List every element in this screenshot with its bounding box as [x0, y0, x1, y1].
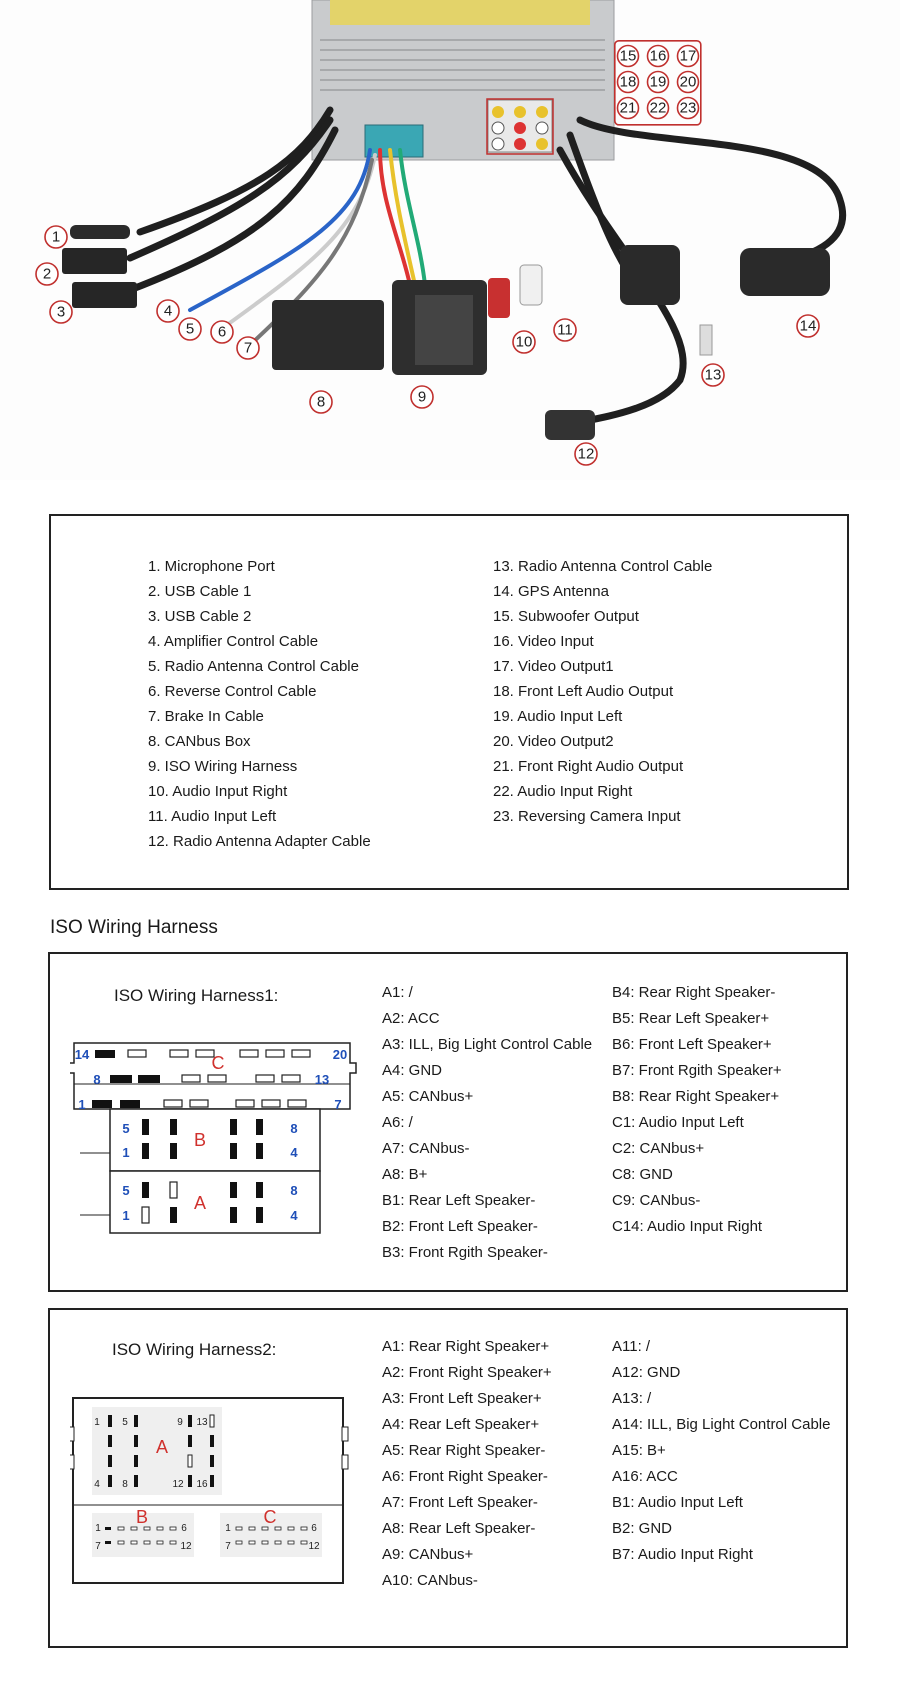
pin-entry: B1: Audio Input Left: [612, 1494, 743, 1511]
legend-right-column: [493, 554, 712, 829]
callout-12: [575, 443, 597, 465]
svg-text:21: 21: [619, 99, 637, 117]
legend-left-column: [148, 554, 371, 854]
harness1-pin-number: 1: [122, 1208, 130, 1223]
callout-3: [50, 301, 72, 323]
callout-10: [513, 331, 535, 353]
harness1-box: [48, 952, 848, 1292]
harness2-letter: C: [263, 1507, 277, 1527]
pin-entry: A4: Rear Left Speaker+: [382, 1416, 540, 1433]
harness1-pin-number: 5: [122, 1121, 130, 1136]
legend-item: 8. CANbus Box: [148, 733, 251, 750]
pin-entry: A4: GND: [382, 1062, 443, 1079]
pin-entry: A16: ACC: [612, 1468, 678, 1485]
harness1-letter: A: [193, 1193, 207, 1213]
harness2-pin-number: 1: [95, 1523, 101, 1534]
legend-item: 10. Audio Input Right: [148, 783, 288, 800]
harness1-pin-number: 7: [334, 1097, 342, 1112]
harness2-pin-number: 9: [177, 1417, 183, 1428]
callout-13: [702, 364, 724, 386]
legend-item: 21. Front Right Audio Output: [493, 758, 684, 775]
harness2-pin-list-1: [382, 1334, 552, 1594]
legend-item: 1. Microphone Port: [148, 558, 275, 575]
pin-entry: C9: CANbus-: [612, 1192, 701, 1209]
legend-item: 22. Audio Input Right: [493, 783, 633, 800]
harness1-letter: C: [211, 1053, 225, 1073]
harness1-pin-number: 20: [332, 1047, 348, 1062]
harness2-letter: B: [135, 1507, 149, 1527]
harness1-pin-number: 5: [122, 1183, 130, 1198]
harness2-pin-number: 12: [180, 1541, 192, 1552]
legend-item: 3. USB Cable 2: [148, 608, 252, 625]
legend-item: 4. Amplifier Control Cable: [148, 633, 319, 650]
harness1-pin-number: 1: [78, 1097, 86, 1112]
pin-entry: A10: CANbus-: [382, 1572, 478, 1589]
legend-item: 19. Audio Input Left: [493, 708, 623, 725]
harness1-pin-number: 4: [290, 1208, 298, 1223]
harness1-title: ISO Wiring Harness1:: [114, 986, 279, 1005]
svg-text:17: 17: [679, 47, 697, 65]
harness2-pin-number: 16: [196, 1479, 208, 1490]
callout-9: [411, 386, 433, 408]
harness1-pin-number: 13: [314, 1072, 330, 1087]
harness1-pin-list-1: [382, 980, 592, 1266]
pin-entry: C8: GND: [612, 1166, 673, 1183]
pin-entry: B1: Rear Left Speaker-: [382, 1192, 536, 1209]
harness2-connector-diagram: [70, 1395, 360, 1590]
legend-item: 20. Video Output2: [493, 733, 614, 750]
pin-entry: A8: B+: [382, 1166, 428, 1183]
pin-entry: A2: ACC: [382, 1010, 440, 1027]
harness2-pin-number: 7: [225, 1541, 231, 1552]
harness1-letter: B: [193, 1130, 207, 1150]
svg-text:4: 4: [163, 302, 173, 320]
svg-text:22: 22: [649, 99, 667, 117]
svg-text:1: 1: [51, 228, 61, 246]
pin-entry: A15: B+: [612, 1442, 666, 1459]
harness1-pin-number: 14: [74, 1047, 90, 1062]
svg-text:20: 20: [679, 73, 697, 91]
pin-entry: A8: Rear Left Speaker-: [382, 1520, 536, 1537]
harness2-pin-number: 7: [95, 1541, 101, 1552]
legend-item: 15. Subwoofer Output: [493, 608, 639, 625]
svg-text:13: 13: [704, 366, 722, 384]
pin-entry: A9: CANbus+: [382, 1546, 474, 1563]
pin-entry: A11: /: [612, 1338, 651, 1355]
harness2-pin-number: 1: [225, 1523, 231, 1534]
callout-2: [36, 263, 58, 285]
svg-text:9: 9: [417, 388, 427, 406]
harness1-connector-diagram: [70, 1039, 360, 1254]
harness2-pin-number: 12: [308, 1541, 320, 1552]
legend-item: 16. Video Input: [493, 633, 594, 650]
harness1-pin-number: 8: [290, 1121, 298, 1136]
svg-text:5: 5: [185, 320, 195, 338]
pin-entry: A5: CANbus+: [382, 1088, 474, 1105]
svg-text:6: 6: [217, 323, 227, 341]
callout-4: [157, 300, 179, 322]
harness2-pin-number: 1: [94, 1417, 100, 1428]
pin-entry: B2: Front Left Speaker-: [382, 1218, 538, 1235]
harness2-pin-number: 5: [122, 1417, 128, 1428]
svg-text:10: 10: [515, 333, 533, 351]
harness2-pin-list-2: [612, 1334, 830, 1568]
svg-text:23: 23: [679, 99, 697, 117]
svg-text:11: 11: [557, 321, 573, 339]
pin-entry: A12: GND: [612, 1364, 681, 1381]
callout-6: [211, 321, 233, 343]
harness1-pin-list-2: [612, 980, 782, 1240]
callout-7: [237, 337, 259, 359]
svg-text:15: 15: [619, 47, 637, 65]
pin-entry: B7: Audio Input Right: [612, 1546, 753, 1563]
pin-entry: A7: Front Left Speaker-: [382, 1494, 538, 1511]
legend-item: 13. Radio Antenna Control Cable: [493, 558, 713, 575]
legend-item: 12. Radio Antenna Adapter Cable: [148, 833, 371, 850]
pin-entry: A3: Front Left Speaker+: [382, 1390, 542, 1407]
pin-entry: A7: CANbus-: [382, 1140, 470, 1157]
svg-text:12: 12: [577, 445, 595, 463]
pin-entry: A1: Rear Right Speaker+: [382, 1338, 550, 1355]
callout-11: [554, 319, 576, 341]
pin-entry: A3: ILL, Big Light Control Cable: [382, 1036, 593, 1053]
legend-item: 9. ISO Wiring Harness: [148, 758, 298, 775]
legend-item: 17. Video Output1: [493, 658, 614, 675]
harness2-pin-number: 4: [94, 1479, 100, 1490]
callout-5: [179, 318, 201, 340]
svg-text:18: 18: [619, 73, 637, 91]
pin-entry: B6: Front Left Speaker+: [612, 1036, 772, 1053]
callout-8: [310, 391, 332, 413]
harness2-pin-number: 12: [172, 1479, 184, 1490]
pin-entry: A13: /: [612, 1390, 652, 1407]
legend-item: 5. Radio Antenna Control Cable: [148, 658, 359, 675]
svg-text:7: 7: [243, 339, 253, 357]
legend-item: 18. Front Left Audio Output: [493, 683, 674, 700]
harness2-pin-number: 8: [122, 1479, 128, 1490]
legend-item: 11. Audio Input Left: [148, 808, 277, 825]
pin-entry: A5: Rear Right Speaker-: [382, 1442, 546, 1459]
callout-14: [797, 315, 819, 337]
harness2-letter: A: [155, 1437, 169, 1457]
svg-text:19: 19: [649, 73, 667, 91]
svg-text:3: 3: [56, 303, 66, 321]
harness1-pin-number: 1: [122, 1145, 130, 1160]
callout-layer: [0, 0, 900, 480]
legend-item: 14. GPS Antenna: [493, 583, 609, 600]
harness1-pin-number: 8: [93, 1072, 101, 1087]
pin-entry: A2: Front Right Speaker+: [382, 1364, 552, 1381]
harness2-pin-number: 6: [181, 1523, 187, 1534]
legend-item: 6. Reverse Control Cable: [148, 683, 317, 700]
pin-entry: B5: Rear Left Speaker+: [612, 1010, 770, 1027]
section-title: ISO Wiring Harness: [50, 917, 218, 938]
pin-entry: A14: ILL, Big Light Control Cable: [612, 1416, 831, 1433]
harness1-pin-number: 4: [290, 1145, 298, 1160]
harness1-pin-number: 8: [290, 1183, 298, 1198]
pin-entry: C1: Audio Input Left: [612, 1114, 744, 1131]
pin-entry: A6: Front Right Speaker-: [382, 1468, 548, 1485]
pin-entry: B7: Front Rgith Speaker+: [612, 1062, 782, 1079]
pin-entry: C14: Audio Input Right: [612, 1218, 763, 1235]
pin-entry: B8: Rear Right Speaker+: [612, 1088, 780, 1105]
harness2-box: [48, 1308, 848, 1648]
legend-item: 7. Brake In Cable: [148, 708, 264, 725]
pin-entry: A1: /: [382, 984, 413, 1001]
legend-item: 2. USB Cable 1: [148, 583, 252, 600]
legend-box: [49, 514, 849, 890]
pin-entry: B2: GND: [612, 1520, 673, 1537]
pin-entry: C2: CANbus+: [612, 1140, 705, 1157]
svg-text:2: 2: [42, 265, 52, 283]
callout-1: [45, 226, 67, 248]
svg-text:14: 14: [799, 317, 817, 335]
svg-text:8: 8: [316, 393, 326, 411]
harness2-pin-number: 13: [196, 1417, 208, 1428]
harness2-title: ISO Wiring Harness2:: [112, 1340, 277, 1359]
harness1-connector-a: [110, 1171, 320, 1233]
svg-text:16: 16: [649, 47, 667, 65]
harness1-connector-b: [110, 1109, 320, 1171]
legend-item: 23. Reversing Camera Input: [493, 808, 681, 825]
harness2-pin-number: 6: [311, 1523, 317, 1534]
pin-entry: A6: /: [382, 1114, 413, 1131]
pin-entry: B3: Front Rgith Speaker-: [382, 1244, 548, 1261]
pin-entry: B4: Rear Right Speaker-: [612, 984, 776, 1001]
